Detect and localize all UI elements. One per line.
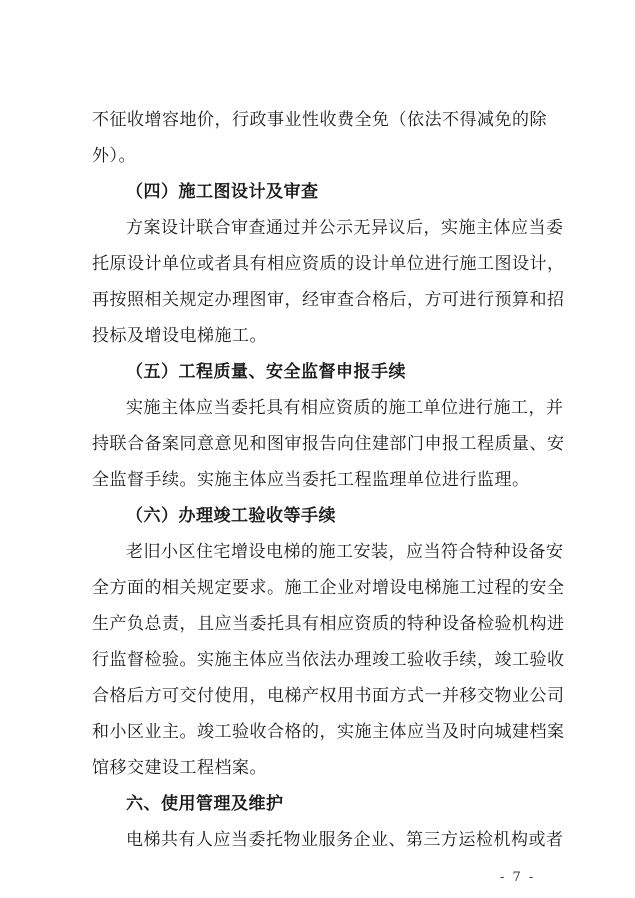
paragraph-line: 方案设计联合审查通过并公示无异议后，实施主体应当委: [126, 218, 564, 238]
section-heading-5: （五）工程质量、安全监督申报手续: [126, 362, 406, 382]
paragraph-line: 持联合备案同意意见和图审报告向住建部门申报工程质量、安: [92, 434, 565, 454]
paragraph-line: 合格后方可交付使用，电梯产权用书面方式一并移交物业公司: [92, 686, 565, 706]
paragraph-line: 全监督手续。实施主体应当委托工程监理单位进行监理。: [92, 470, 530, 490]
paragraph-line: 老旧小区住宅增设电梯的施工安装，应当符合特种设备安: [126, 542, 564, 562]
paragraph-line: 全方面的相关规定要求。施工企业对增设电梯施工过程的安全: [92, 578, 565, 598]
paragraph-line: 托原设计单位或者具有相应资质的设计单位进行施工图设计，: [92, 254, 565, 274]
paragraph-line: 实施主体应当委托具有相应资质的施工单位进行施工，并: [126, 398, 564, 418]
chapter-heading-6: 六、使用管理及维护: [126, 794, 284, 814]
paragraph-line: 行监督检验。实施主体应当依法办理竣工验收手续，竣工验收: [92, 650, 565, 670]
paragraph-line: 投标及增设电梯施工。: [92, 326, 267, 346]
section-heading-6: （六）办理竣工验收等手续: [126, 506, 336, 526]
paragraph-line: 电梯共有人应当委托物业服务企业、第三方运检机构或者: [126, 830, 564, 850]
paragraph-line: 外）。: [92, 146, 136, 166]
paragraph-line: 再按照相关规定办理图审，经审查合格后，方可进行预算和招: [92, 290, 565, 310]
paragraph-line: 和小区业主。竣工验收合格的，实施主体应当及时向城建档案: [92, 722, 565, 742]
paragraph-line: 不征收增容地价，行政事业性收费全免（依法不得减免的除: [92, 110, 547, 130]
paragraph-line: 生产负总责，且应当委托具有相应资质的特种设备检验机构进: [92, 614, 565, 634]
section-heading-4: （四）施工图设计及审查: [126, 182, 319, 202]
paragraph-line: 馆移交建设工程档案。: [92, 758, 267, 778]
page-number: - 7 -: [500, 870, 536, 885]
